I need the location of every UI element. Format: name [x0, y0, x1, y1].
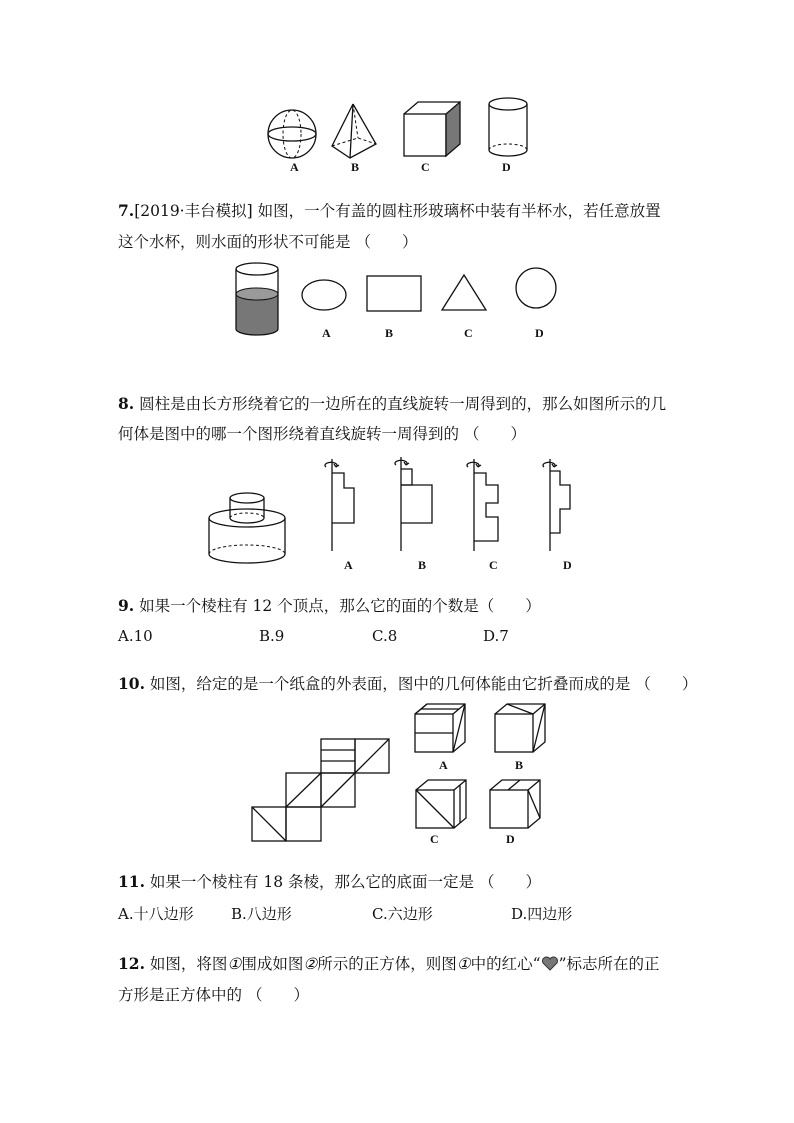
q8-line1: [118, 389, 666, 419]
q12-answer-blank[interactable]: （ ）: [246, 986, 309, 1004]
q8-label-b: B: [418, 558, 427, 572]
q11-answer-blank[interactable]: （ ）: [478, 873, 541, 891]
q9-option-b[interactable]: B.9: [259, 627, 285, 645]
cube-option-b: [493, 702, 547, 754]
q11-line: [118, 867, 541, 897]
cube-figure: [402, 100, 462, 160]
rotation-shape-c: [462, 455, 512, 555]
q10-line: [118, 669, 697, 699]
q12-fig-ref-3: ①: [456, 955, 471, 973]
q7-text-2: 这个水杯，则水面的形状不可能是: [118, 233, 351, 251]
q10-text: 如图，给定的是一个纸盒的外表面，图中的几何体能由它折叠而成的是: [149, 675, 631, 693]
q11-option-b[interactable]: B.八边形: [231, 905, 292, 923]
q9-option-a[interactable]: A.10: [118, 627, 153, 645]
ellipse-shape: [300, 277, 348, 313]
q12-text-1d: 中的红心“: [470, 955, 541, 973]
q12-line2: [118, 980, 309, 1010]
q9-option-c[interactable]: C.8: [372, 627, 398, 645]
q12-text-1a: 如图，将图: [149, 955, 228, 973]
q11-option-a[interactable]: A.十八边形: [118, 905, 194, 923]
q7-text-1: 如图，一个有盖的圆柱形玻璃杯中装有半杯水，若任意放置: [257, 202, 661, 220]
q7-line2: [118, 227, 417, 257]
q7-source: [2019·丰台模拟]: [134, 202, 253, 220]
water-glass-figure: [233, 262, 281, 338]
q7-label-b: B: [385, 326, 394, 340]
q6-label-d: D: [502, 160, 511, 174]
q6-label-a: A: [290, 160, 299, 174]
q8-number: 8.: [118, 394, 135, 413]
q7-answer-blank[interactable]: （ ）: [355, 233, 418, 251]
cube-option-c: [414, 778, 468, 830]
stacked-cylinders-figure: [206, 490, 288, 568]
q11-text: 如果一个棱柱有 18 条棱，那么它的底面一定是: [149, 873, 474, 891]
q6-label-c: C: [421, 160, 430, 174]
q10-label-b: B: [515, 758, 524, 772]
q12-fig-ref-2: ②: [303, 955, 318, 973]
q9-number: 9.: [118, 596, 135, 615]
q12-line1: [118, 949, 660, 979]
rotation-shape-b: [392, 455, 442, 555]
q9-line: [118, 591, 541, 621]
rectangle-shape: [365, 274, 423, 314]
q12-number: 12.: [118, 954, 145, 973]
cube-option-a: [413, 702, 467, 754]
q8-line2: [118, 419, 526, 449]
box-net-figure: [250, 737, 392, 845]
q9-text: 如果一个棱柱有 12 个顶点，那么它的面的个数是: [139, 597, 479, 615]
q6-label-b: B: [351, 160, 360, 174]
q11-number: 11.: [118, 872, 145, 891]
q10-number: 10.: [118, 674, 145, 693]
q12-text-2: 方形是正方体中的: [118, 986, 243, 1004]
q12-fig-ref-1: ①: [227, 955, 242, 973]
q7-number: 7.: [118, 201, 135, 220]
q7-line1: [118, 196, 661, 226]
q8-label-c: C: [489, 558, 498, 572]
q10-answer-blank[interactable]: （ ）: [635, 675, 698, 693]
q8-text-2: 何体是图中的哪一个图形绕着直线旋转一周得到的: [118, 425, 460, 443]
rotation-shape-a: [320, 455, 370, 555]
sphere-figure: [266, 108, 318, 160]
q8-label-d: D: [563, 558, 572, 572]
q7-label-c: C: [464, 326, 473, 340]
q12-text-1c: 所示的正方体，则图: [317, 955, 457, 973]
heart-icon: [541, 956, 559, 971]
cube-option-d: [488, 778, 542, 830]
rotation-shape-d: [536, 455, 586, 555]
triangle-shape: [440, 272, 490, 314]
q10-label-a: A: [439, 758, 448, 772]
q8-text-1: 圆柱是由长方形绕着它的一边所在的直线旋转一周得到的，那么如图所示的几: [139, 395, 667, 413]
q10-label-c: C: [430, 832, 439, 846]
q7-label-a: A: [322, 326, 331, 340]
q11-option-d[interactable]: D.四边形: [511, 905, 573, 923]
q8-label-a: A: [344, 558, 353, 572]
q12-text-1b: 围成如图: [241, 955, 304, 973]
q9-option-d[interactable]: D.7: [483, 627, 509, 645]
circle-shape: [514, 266, 558, 310]
cylinder-figure: [487, 96, 529, 160]
pyramid-figure: [330, 102, 380, 162]
q9-answer-blank[interactable]: （ ）: [478, 597, 541, 615]
q7-label-d: D: [535, 326, 544, 340]
q10-label-d: D: [506, 832, 515, 846]
q12-text-1e: ”标志所在的正: [558, 955, 660, 973]
q8-answer-blank[interactable]: （ ）: [463, 425, 526, 443]
q11-option-c[interactable]: C.六边形: [372, 905, 433, 923]
